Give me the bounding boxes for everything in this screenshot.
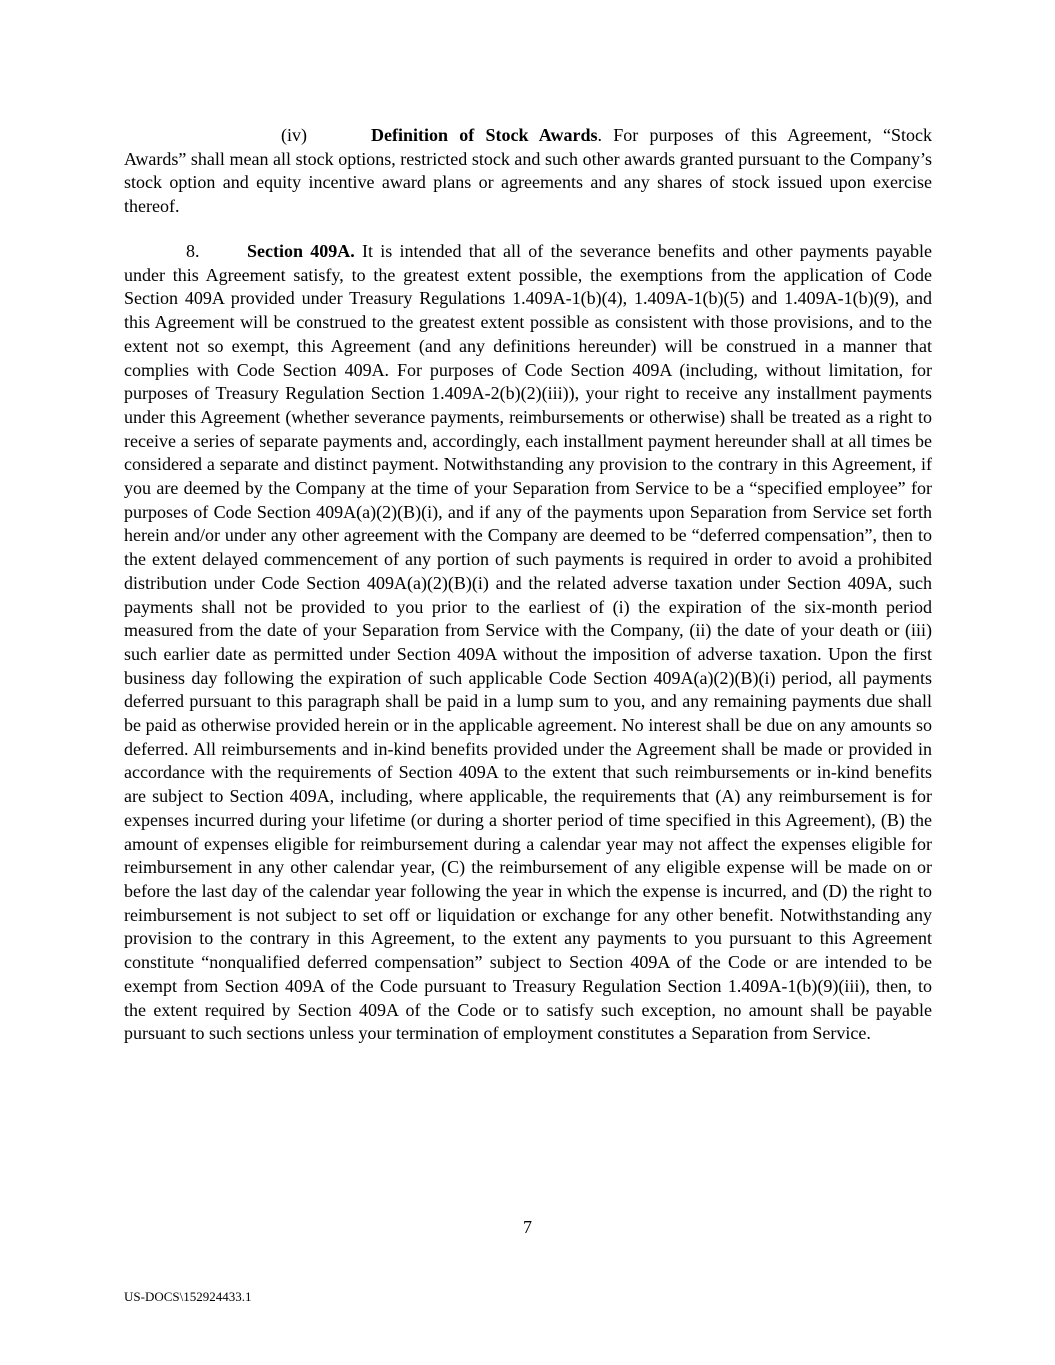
section-8-text: It is intended that all of the severance benefits and other payments payable under this Agreement satisfy, to the greatest extent possible, the exemptions from the application of Code Section 409A provided under Treasury Regulations 1.409A-1(b)(4), 1.409A-1(b)(5) and 1.409A-1(b)(9), and this Agreement will be construed to the greatest extent possible as consistent with those provisions, and to the extent not so exempt, this Agreement (and any definitions hereunder) will be construed in a manner that complies with Code Section 409A. For purposes of Code Section 409A (including, without limitation, for purposes of Treasury Regulation Section 1.409A-2(b)(2)(iii)), your right to receive any installment payments under this Agreement (whether severance payments, reimbursements or otherwise) shall be treated as a right to receive a series of separate payments and, accordingly, each installment payment hereunder shall at all times be considered a separate and distinct payment. Notwithstanding any provision to the contrary in this Agreement, if you are deemed by the Company at the time of your Separation from Service to be a “specified employee” for purposes of Code Section 409A(a)(2)(B)(i), and if any of the payments upon Separation from Service set forth herein and/or under any other agreement with the Company are deemed to be “deferred compensation”, then to the extent delayed commencement of any portion of such payments is required in order to avoid a prohibited distribution under Code Section 409A(a)(2)(B)(i) and the related adverse taxation under Section 409A, such payments shall not be provided to you prior to the earliest of (i) the expiration of the six-month period measured from the date of your Separation from Service with the Company, (ii) the date of your death or (iii) such earlier date as permitted under Section 409A without the imposition of adverse taxation. Upon the first business day following the expiration of such applicable Code Section 409A(a)(2)(B)(i) period, all payments deferred pursuant to this paragraph shall be paid in a lump sum to you, and any remaining payments due shall be paid as otherwise provided herein or in the applicable agreement. No interest shall be due on any amounts so deferred. All reimbursements and in-kind benefits provided under the Agreement shall be made or provided in accordance with the requirements of Section 409A to the extent that such reimbursements or in-kind benefits are subject to Section 409A, including, where applicable, the requirements that (A) any reimbursement is for expenses incurred during your lifetime (or during a shorter period of time specified in this Agreement), (B) the amount of expenses eligible for reimbursement during a calendar year may not affect the expenses eligible for reimbursement in any other calendar year, (C) the reimbursement of any eligible expense will be made on or before the last day of the calendar year following the year in which the expense is incurred, and (D) the right to reimbursement is not subject to set off or liquidation or exchange for any other benefit. Notwithstanding any provision to the contrary in this Agreement, to the extent any payments to you pursuant to this Agreement constitute “nonqualified deferred compensation” subject to Section 409A of the Code or are intended to be exempt from Section 409A of the Code pursuant to Treasury Regulation Section 1.409A-1(b)(9)(iii), then, to the extent required by Section 409A of the Code or to satisfy such exception, no amount shall be payable pursuant to such sections unless your termination of employment constitutes a Separation from Service.: [124, 241, 932, 1044]
page-number: 7: [523, 1217, 532, 1237]
section-8-number: 8.: [186, 241, 200, 261]
paragraph-iv: [124, 124, 932, 219]
paragraph-iv-text: . For purposes of this Agreement, “Stock Awards” shall mean all stock options, restricted stock and such other awards granted pursuant to the Company’s stock option and equity incentive award plans or agreements and any shares of stock issued upon exercise thereof.: [124, 125, 932, 217]
section-8-heading: Section 409A.: [247, 241, 355, 261]
paragraph-iv-heading: Definition of Stock Awards: [371, 125, 598, 145]
paragraph-iv-number: (iv): [281, 125, 307, 145]
document-id: US-DOCS\152924433.1: [124, 1289, 252, 1304]
section-8-paragraph: [124, 240, 932, 1046]
